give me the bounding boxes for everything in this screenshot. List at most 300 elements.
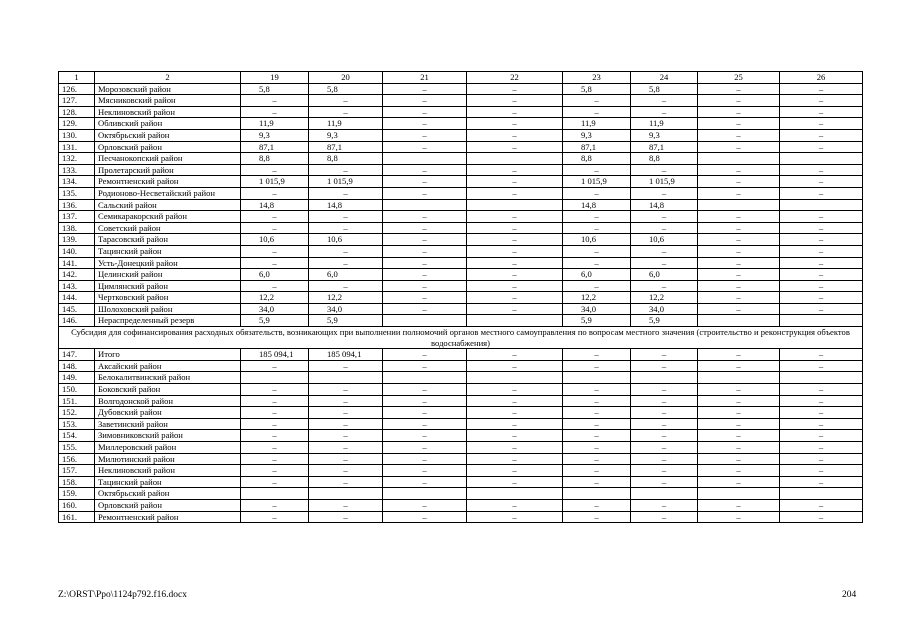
table-row bbox=[59, 488, 863, 500]
value-cell-col-22 bbox=[467, 315, 563, 327]
section-title: Субсидия для софинансирования расходных обязательств, возникающих при выполнении полномочий органов местного самоуправления по вопросам местного значения (строительство и реконструкция объектов водоснабжения) bbox=[59, 327, 863, 349]
value-cell-col-22: – bbox=[467, 95, 563, 107]
row-number-cell: 159. bbox=[59, 488, 95, 500]
value-cell-col-26 bbox=[780, 153, 863, 165]
value-cell-col-22 bbox=[467, 372, 563, 384]
district-name-cell: Усть-Донецкий район bbox=[95, 257, 241, 269]
district-name-cell: Заветинский район bbox=[95, 418, 241, 430]
value-cell-col-26 bbox=[780, 315, 863, 327]
value-cell-col-26: – bbox=[780, 129, 863, 141]
value-cell-col-21: – bbox=[383, 106, 467, 118]
district-name-cell: Обливский район bbox=[95, 118, 241, 130]
value-cell-col-22: – bbox=[467, 292, 563, 304]
value-cell-col-25: – bbox=[698, 234, 780, 246]
value-cell-col-20: – bbox=[309, 106, 383, 118]
value-cell-col-19: 185 094,1 bbox=[241, 349, 309, 361]
value-cell-col-25: – bbox=[698, 407, 780, 419]
value-cell-col-19: 8,8 bbox=[241, 153, 309, 165]
value-cell-col-23: – bbox=[563, 430, 631, 442]
value-cell-col-23: – bbox=[563, 384, 631, 396]
value-cell-col-26 bbox=[780, 488, 863, 500]
value-cell-col-25: – bbox=[698, 384, 780, 396]
value-cell-col-24: – bbox=[631, 384, 698, 396]
column-header-2: 2 bbox=[95, 72, 241, 84]
value-cell-col-22: – bbox=[467, 187, 563, 199]
row-number-cell: 128. bbox=[59, 106, 95, 118]
value-cell-col-21 bbox=[383, 315, 467, 327]
district-name-cell: Цимлянский район bbox=[95, 280, 241, 292]
value-cell-col-25: – bbox=[698, 418, 780, 430]
value-cell-col-23: – bbox=[563, 395, 631, 407]
district-name-cell: Зимовниковский район bbox=[95, 430, 241, 442]
value-cell-col-20: 10,6 bbox=[309, 234, 383, 246]
value-cell-col-22: – bbox=[467, 349, 563, 361]
value-cell-col-19: – bbox=[241, 360, 309, 372]
table-row bbox=[59, 395, 863, 407]
value-cell-col-19: – bbox=[241, 106, 309, 118]
budget-table bbox=[58, 71, 863, 523]
district-name-cell: Советский район bbox=[95, 222, 241, 234]
value-cell-col-23: – bbox=[563, 187, 631, 199]
value-cell-col-22: – bbox=[467, 453, 563, 465]
district-name-cell: Итого bbox=[95, 349, 241, 361]
value-cell-col-23: 9,3 bbox=[563, 129, 631, 141]
value-cell-col-21: – bbox=[383, 395, 467, 407]
value-cell-col-19: – bbox=[241, 395, 309, 407]
value-cell-col-26: – bbox=[780, 442, 863, 454]
value-cell-col-26: – bbox=[780, 360, 863, 372]
value-cell-col-23: – bbox=[563, 476, 631, 488]
value-cell-col-25: – bbox=[698, 245, 780, 257]
table-row bbox=[59, 315, 863, 327]
value-cell-col-22: – bbox=[467, 499, 563, 511]
value-cell-col-20: 5,8 bbox=[309, 83, 383, 95]
value-cell-col-23: 14,8 bbox=[563, 199, 631, 211]
value-cell-col-22: – bbox=[467, 407, 563, 419]
value-cell-col-21: – bbox=[383, 280, 467, 292]
value-cell-col-21: – bbox=[383, 234, 467, 246]
value-cell-col-26: – bbox=[780, 234, 863, 246]
value-cell-col-21: – bbox=[383, 476, 467, 488]
value-cell-col-21: – bbox=[383, 407, 467, 419]
value-cell-col-23: 11,9 bbox=[563, 118, 631, 130]
row-number-cell: 157. bbox=[59, 465, 95, 477]
value-cell-col-23: – bbox=[563, 245, 631, 257]
value-cell-col-20: – bbox=[309, 418, 383, 430]
value-cell-col-24: – bbox=[631, 164, 698, 176]
value-cell-col-26: – bbox=[780, 511, 863, 523]
value-cell-col-21: – bbox=[383, 292, 467, 304]
value-cell-col-21: – bbox=[383, 511, 467, 523]
district-name-cell: Морозовский район bbox=[95, 83, 241, 95]
value-cell-col-25: – bbox=[698, 511, 780, 523]
value-cell-col-26: – bbox=[780, 384, 863, 396]
value-cell-col-22: – bbox=[467, 83, 563, 95]
section-header-row bbox=[59, 327, 863, 349]
value-cell-col-21: – bbox=[383, 303, 467, 315]
value-cell-col-23: – bbox=[563, 95, 631, 107]
value-cell-col-24: – bbox=[631, 430, 698, 442]
value-cell-col-21: – bbox=[383, 187, 467, 199]
value-cell-col-21 bbox=[383, 153, 467, 165]
row-number-cell: 132. bbox=[59, 153, 95, 165]
value-cell-col-19: – bbox=[241, 187, 309, 199]
value-cell-col-19: – bbox=[241, 95, 309, 107]
value-cell-col-26: – bbox=[780, 187, 863, 199]
row-number-cell: 130. bbox=[59, 129, 95, 141]
row-number-cell: 129. bbox=[59, 118, 95, 130]
value-cell-col-22: – bbox=[467, 106, 563, 118]
value-cell-col-20: 8,8 bbox=[309, 153, 383, 165]
row-number-cell: 144. bbox=[59, 292, 95, 304]
value-cell-col-20: 11,9 bbox=[309, 118, 383, 130]
value-cell-col-20: 5,9 bbox=[309, 315, 383, 327]
table-row bbox=[59, 141, 863, 153]
value-cell-col-20: – bbox=[309, 442, 383, 454]
value-cell-col-25: – bbox=[698, 211, 780, 223]
value-cell-col-25: – bbox=[698, 141, 780, 153]
district-name-cell: Нераспределенный резерв bbox=[95, 315, 241, 327]
row-number-cell: 143. bbox=[59, 280, 95, 292]
table-row bbox=[59, 199, 863, 211]
value-cell-col-24: – bbox=[631, 511, 698, 523]
table-row bbox=[59, 280, 863, 292]
value-cell-col-26 bbox=[780, 199, 863, 211]
district-name-cell: Целинский район bbox=[95, 269, 241, 281]
table-row bbox=[59, 129, 863, 141]
value-cell-col-22: – bbox=[467, 430, 563, 442]
value-cell-col-24: 9,3 bbox=[631, 129, 698, 141]
row-number-cell: 131. bbox=[59, 141, 95, 153]
value-cell-col-20: – bbox=[309, 511, 383, 523]
value-cell-col-20: – bbox=[309, 222, 383, 234]
value-cell-col-25 bbox=[698, 199, 780, 211]
value-cell-col-24: – bbox=[631, 465, 698, 477]
value-cell-col-21 bbox=[383, 488, 467, 500]
value-cell-col-20: – bbox=[309, 280, 383, 292]
row-number-cell: 145. bbox=[59, 303, 95, 315]
value-cell-col-25: – bbox=[698, 106, 780, 118]
value-cell-col-23: – bbox=[563, 360, 631, 372]
value-cell-col-24: – bbox=[631, 442, 698, 454]
district-name-cell: Чертковский район bbox=[95, 292, 241, 304]
value-cell-col-23: – bbox=[563, 453, 631, 465]
table-row bbox=[59, 442, 863, 454]
value-cell-col-20: – bbox=[309, 360, 383, 372]
value-cell-col-25: – bbox=[698, 349, 780, 361]
value-cell-col-24: – bbox=[631, 280, 698, 292]
value-cell-col-21: – bbox=[383, 465, 467, 477]
value-cell-col-21: – bbox=[383, 164, 467, 176]
value-cell-col-20: 1 015,9 bbox=[309, 176, 383, 188]
value-cell-col-26: – bbox=[780, 269, 863, 281]
table-row bbox=[59, 511, 863, 523]
value-cell-col-23: – bbox=[563, 418, 631, 430]
row-number-cell: 133. bbox=[59, 164, 95, 176]
row-number-cell: 146. bbox=[59, 315, 95, 327]
value-cell-col-21: – bbox=[383, 129, 467, 141]
value-cell-col-26: – bbox=[780, 349, 863, 361]
row-number-cell: 135. bbox=[59, 187, 95, 199]
value-cell-col-26: – bbox=[780, 303, 863, 315]
table-row bbox=[59, 106, 863, 118]
value-cell-col-19: 11,9 bbox=[241, 118, 309, 130]
value-cell-col-24: – bbox=[631, 395, 698, 407]
table-row bbox=[59, 118, 863, 130]
district-name-cell: Волгодонской район bbox=[95, 395, 241, 407]
value-cell-col-23: – bbox=[563, 349, 631, 361]
value-cell-col-23: 6,0 bbox=[563, 269, 631, 281]
value-cell-col-21 bbox=[383, 372, 467, 384]
table-row bbox=[59, 211, 863, 223]
value-cell-col-24 bbox=[631, 372, 698, 384]
district-name-cell: Аксайский район bbox=[95, 360, 241, 372]
value-cell-col-22: – bbox=[467, 234, 563, 246]
value-cell-col-26 bbox=[780, 372, 863, 384]
value-cell-col-22: – bbox=[467, 442, 563, 454]
value-cell-col-23: 12,2 bbox=[563, 292, 631, 304]
value-cell-col-24 bbox=[631, 488, 698, 500]
value-cell-col-23: – bbox=[563, 280, 631, 292]
value-cell-col-19: – bbox=[241, 511, 309, 523]
value-cell-col-21: – bbox=[383, 118, 467, 130]
value-cell-col-21: – bbox=[383, 176, 467, 188]
value-cell-col-25: – bbox=[698, 465, 780, 477]
row-number-cell: 147. bbox=[59, 349, 95, 361]
value-cell-col-25: – bbox=[698, 430, 780, 442]
value-cell-col-22: – bbox=[467, 164, 563, 176]
value-cell-col-22: – bbox=[467, 511, 563, 523]
table-row bbox=[59, 372, 863, 384]
value-cell-col-21 bbox=[383, 199, 467, 211]
value-cell-col-23: – bbox=[563, 257, 631, 269]
row-number-cell: 153. bbox=[59, 418, 95, 430]
value-cell-col-20 bbox=[309, 488, 383, 500]
value-cell-col-25: – bbox=[698, 222, 780, 234]
value-cell-col-24: – bbox=[631, 245, 698, 257]
value-cell-col-20: – bbox=[309, 453, 383, 465]
value-cell-col-22: – bbox=[467, 118, 563, 130]
value-cell-col-20: 14,8 bbox=[309, 199, 383, 211]
row-number-cell: 138. bbox=[59, 222, 95, 234]
table-row bbox=[59, 187, 863, 199]
value-cell-col-24: 5,8 bbox=[631, 83, 698, 95]
value-cell-col-25: – bbox=[698, 453, 780, 465]
district-name-cell: Шолоховский район bbox=[95, 303, 241, 315]
value-cell-col-19: – bbox=[241, 418, 309, 430]
value-cell-col-19: 1 015,9 bbox=[241, 176, 309, 188]
value-cell-col-19: – bbox=[241, 211, 309, 223]
value-cell-col-23 bbox=[563, 372, 631, 384]
value-cell-col-23: – bbox=[563, 164, 631, 176]
value-cell-col-26: – bbox=[780, 395, 863, 407]
table-row bbox=[59, 303, 863, 315]
value-cell-col-26: – bbox=[780, 106, 863, 118]
table-row bbox=[59, 245, 863, 257]
value-cell-col-25: – bbox=[698, 499, 780, 511]
value-cell-col-22: – bbox=[467, 465, 563, 477]
value-cell-col-21: – bbox=[383, 245, 467, 257]
district-name-cell: Милютинский район bbox=[95, 453, 241, 465]
value-cell-col-22: – bbox=[467, 245, 563, 257]
row-number-cell: 158. bbox=[59, 476, 95, 488]
value-cell-col-23: – bbox=[563, 106, 631, 118]
value-cell-col-21: – bbox=[383, 360, 467, 372]
value-cell-col-25 bbox=[698, 372, 780, 384]
value-cell-col-20: 87,1 bbox=[309, 141, 383, 153]
value-cell-col-24: 8,8 bbox=[631, 153, 698, 165]
value-cell-col-26: – bbox=[780, 95, 863, 107]
value-cell-col-22: – bbox=[467, 476, 563, 488]
column-header-4: 20 bbox=[309, 72, 383, 84]
value-cell-col-25: – bbox=[698, 269, 780, 281]
value-cell-col-20: – bbox=[309, 465, 383, 477]
value-cell-col-20: 6,0 bbox=[309, 269, 383, 281]
row-number-cell: 148. bbox=[59, 360, 95, 372]
value-cell-col-26: – bbox=[780, 245, 863, 257]
row-number-cell: 150. bbox=[59, 384, 95, 396]
value-cell-col-19: – bbox=[241, 257, 309, 269]
value-cell-col-24: 34,0 bbox=[631, 303, 698, 315]
column-header-8: 24 bbox=[631, 72, 698, 84]
value-cell-col-19: 14,8 bbox=[241, 199, 309, 211]
row-number-cell: 155. bbox=[59, 442, 95, 454]
value-cell-col-26: – bbox=[780, 465, 863, 477]
value-cell-col-23: 8,8 bbox=[563, 153, 631, 165]
row-number-cell: 140. bbox=[59, 245, 95, 257]
value-cell-col-19: – bbox=[241, 164, 309, 176]
row-number-cell: 152. bbox=[59, 407, 95, 419]
table-row bbox=[59, 292, 863, 304]
value-cell-col-25: – bbox=[698, 257, 780, 269]
district-name-cell: Боковский район bbox=[95, 384, 241, 396]
value-cell-col-24: – bbox=[631, 349, 698, 361]
row-number-cell: 141. bbox=[59, 257, 95, 269]
district-name-cell: Ремонтненский район bbox=[95, 176, 241, 188]
value-cell-col-25: – bbox=[698, 395, 780, 407]
row-number-cell: 160. bbox=[59, 499, 95, 511]
table-row bbox=[59, 360, 863, 372]
value-cell-col-21: – bbox=[383, 269, 467, 281]
row-number-cell: 127. bbox=[59, 95, 95, 107]
value-cell-col-23: – bbox=[563, 465, 631, 477]
value-cell-col-19: – bbox=[241, 442, 309, 454]
value-cell-col-22 bbox=[467, 488, 563, 500]
value-cell-col-25: – bbox=[698, 164, 780, 176]
value-cell-col-24: – bbox=[631, 257, 698, 269]
value-cell-col-24: – bbox=[631, 407, 698, 419]
value-cell-col-19: – bbox=[241, 465, 309, 477]
table-row bbox=[59, 83, 863, 95]
value-cell-col-19: – bbox=[241, 430, 309, 442]
value-cell-col-24: – bbox=[631, 476, 698, 488]
value-cell-col-25: – bbox=[698, 176, 780, 188]
column-header-5: 21 bbox=[383, 72, 467, 84]
value-cell-col-20: 9,3 bbox=[309, 129, 383, 141]
district-name-cell: Ремонтненский район bbox=[95, 511, 241, 523]
value-cell-col-21: – bbox=[383, 257, 467, 269]
row-number-cell: 139. bbox=[59, 234, 95, 246]
table-row bbox=[59, 465, 863, 477]
value-cell-col-23: – bbox=[563, 499, 631, 511]
value-cell-col-26: – bbox=[780, 141, 863, 153]
table-row bbox=[59, 95, 863, 107]
value-cell-col-19: 12,2 bbox=[241, 292, 309, 304]
district-name-cell: Тацинский район bbox=[95, 476, 241, 488]
value-cell-col-25: – bbox=[698, 303, 780, 315]
value-cell-col-23: – bbox=[563, 211, 631, 223]
value-cell-col-19 bbox=[241, 372, 309, 384]
value-cell-col-25: – bbox=[698, 129, 780, 141]
row-number-cell: 156. bbox=[59, 453, 95, 465]
column-header-3: 19 bbox=[241, 72, 309, 84]
district-name-cell: Родионово-Несветайский район bbox=[95, 187, 241, 199]
column-header-7: 23 bbox=[563, 72, 631, 84]
table-row bbox=[59, 234, 863, 246]
value-cell-col-22: – bbox=[467, 222, 563, 234]
value-cell-col-19: – bbox=[241, 476, 309, 488]
value-cell-col-24: 87,1 bbox=[631, 141, 698, 153]
value-cell-col-23: 5,9 bbox=[563, 315, 631, 327]
district-name-cell: Орловский район bbox=[95, 499, 241, 511]
table-row bbox=[59, 257, 863, 269]
value-cell-col-23: – bbox=[563, 407, 631, 419]
value-cell-col-19: 5,9 bbox=[241, 315, 309, 327]
value-cell-col-25: – bbox=[698, 83, 780, 95]
district-name-cell: Дубовский район bbox=[95, 407, 241, 419]
value-cell-col-23: 10,6 bbox=[563, 234, 631, 246]
value-cell-col-19: – bbox=[241, 245, 309, 257]
value-cell-col-20: – bbox=[309, 95, 383, 107]
value-cell-col-20: – bbox=[309, 407, 383, 419]
value-cell-col-19: – bbox=[241, 222, 309, 234]
value-cell-col-26: – bbox=[780, 118, 863, 130]
value-cell-col-22: – bbox=[467, 360, 563, 372]
value-cell-col-22: – bbox=[467, 211, 563, 223]
value-cell-col-24: 1 015,9 bbox=[631, 176, 698, 188]
value-cell-col-25: – bbox=[698, 280, 780, 292]
value-cell-col-21: – bbox=[383, 384, 467, 396]
value-cell-col-25: – bbox=[698, 95, 780, 107]
table-row bbox=[59, 349, 863, 361]
value-cell-col-20: – bbox=[309, 430, 383, 442]
district-name-cell: Семикаракорский район bbox=[95, 211, 241, 223]
value-cell-col-21: – bbox=[383, 222, 467, 234]
value-cell-col-26: – bbox=[780, 499, 863, 511]
district-name-cell: Октябрьский район bbox=[95, 129, 241, 141]
value-cell-col-25: – bbox=[698, 292, 780, 304]
district-name-cell: Белокалитвинский район bbox=[95, 372, 241, 384]
value-cell-col-23: – bbox=[563, 222, 631, 234]
value-cell-col-22: – bbox=[467, 303, 563, 315]
value-cell-col-25: – bbox=[698, 476, 780, 488]
value-cell-col-20: – bbox=[309, 245, 383, 257]
value-cell-col-20: – bbox=[309, 164, 383, 176]
value-cell-col-23: – bbox=[563, 442, 631, 454]
table-row bbox=[59, 153, 863, 165]
value-cell-col-20: – bbox=[309, 499, 383, 511]
row-number-cell: 142. bbox=[59, 269, 95, 281]
row-number-cell: 134. bbox=[59, 176, 95, 188]
value-cell-col-22: – bbox=[467, 384, 563, 396]
district-name-cell: Сальский район bbox=[95, 199, 241, 211]
value-cell-col-22: – bbox=[467, 395, 563, 407]
value-cell-col-25 bbox=[698, 153, 780, 165]
value-cell-col-21: – bbox=[383, 83, 467, 95]
value-cell-col-26: – bbox=[780, 222, 863, 234]
value-cell-col-22: – bbox=[467, 280, 563, 292]
value-cell-col-19: 87,1 bbox=[241, 141, 309, 153]
